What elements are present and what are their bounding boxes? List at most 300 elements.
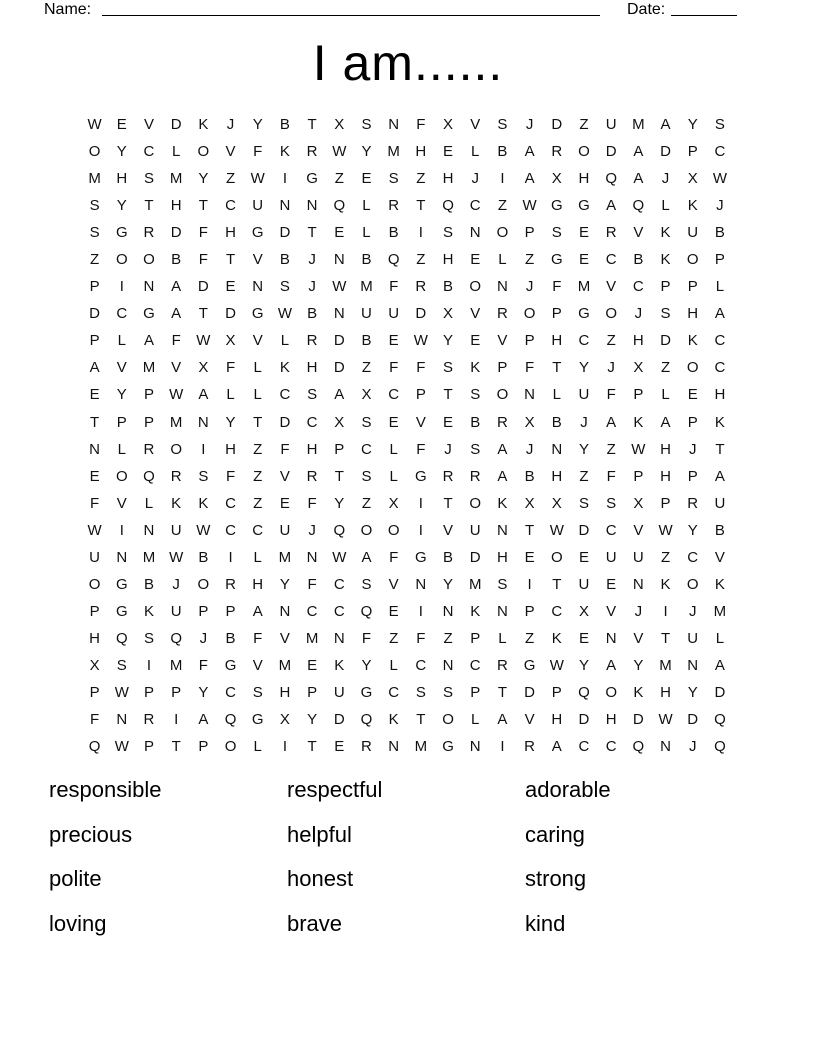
grid-letter: W — [169, 386, 184, 404]
grid-letter: H — [170, 197, 182, 215]
grid-letter: K — [551, 629, 562, 647]
grid-letter: G — [251, 305, 264, 323]
grid-letter: E — [388, 602, 399, 620]
grid-letter: P — [714, 251, 725, 269]
grid-letter: R — [361, 738, 372, 756]
grid-letter: L — [389, 440, 398, 458]
grid-letter: T — [660, 629, 671, 647]
grid-letter: W — [712, 170, 727, 188]
grid-letter: Z — [416, 251, 426, 269]
grid-letter: V — [470, 305, 481, 323]
grid-letter: G — [415, 548, 427, 566]
grid-letter: V — [252, 656, 263, 674]
grid-letter: T — [497, 684, 507, 701]
grid-letter: V — [633, 521, 644, 539]
grid-letter: K — [660, 575, 671, 593]
grid-letter: K — [388, 711, 399, 729]
grid-letter: A — [606, 413, 617, 431]
grid-letter: I — [418, 602, 423, 620]
grid-letter: C — [632, 278, 644, 296]
grid-letter: V — [143, 116, 154, 134]
grid-letter: G — [115, 575, 128, 593]
grid-letter: R — [225, 575, 236, 593]
grid-letter: Y — [361, 143, 372, 161]
grid-letter: U — [605, 116, 617, 134]
grid-letter: E — [443, 413, 454, 431]
grid-letter: P — [198, 738, 209, 756]
grid-letter: W — [87, 521, 102, 539]
grid-letter: Z — [90, 251, 100, 269]
grid-letter: F — [416, 116, 426, 134]
grid-letter: Y — [633, 656, 644, 674]
grid-letter: H — [89, 629, 101, 647]
grid-letter: O — [605, 305, 617, 323]
word-list-item: helpful — [287, 821, 352, 847]
grid-letter: T — [416, 197, 426, 215]
grid-letter: L — [117, 440, 126, 458]
grid-letter: K — [714, 575, 725, 593]
grid-letter: H — [714, 386, 726, 404]
grid-letter: X — [633, 494, 644, 512]
grid-letter: C — [605, 521, 617, 539]
grid-letter: Y — [361, 656, 372, 674]
grid-letter: A — [714, 656, 725, 674]
grid-letter: J — [199, 629, 208, 647]
grid-letter: M — [169, 413, 183, 431]
grid-letter: Q — [714, 711, 726, 729]
grid-letter: W — [114, 684, 129, 701]
grid-letter: U — [605, 548, 617, 566]
grid-letter: C — [333, 575, 345, 593]
grid-letter: F — [253, 143, 263, 161]
grid-letter: S — [307, 386, 318, 404]
grid-letter: A — [714, 305, 725, 323]
grid-letter: F — [225, 467, 236, 485]
grid-letter: L — [362, 197, 371, 215]
grid-letter: J — [688, 440, 697, 458]
grid-letter: L — [498, 629, 507, 647]
grid-letter: F — [606, 386, 616, 404]
grid-letter: Z — [579, 116, 589, 134]
word-list-item: strong — [525, 866, 587, 891]
word-list-item: adorable — [525, 777, 611, 802]
grid-letter: H — [660, 684, 671, 701]
grid-letter: D — [687, 711, 699, 729]
grid-letter: T — [171, 738, 181, 756]
grid-letter: R — [469, 467, 481, 485]
grid-letter: D — [524, 684, 536, 701]
grid-letter: W — [169, 548, 184, 566]
grid-letter: V — [497, 332, 508, 350]
grid-letter: U — [388, 305, 400, 323]
grid-letter: P — [89, 278, 100, 296]
grid-letter: W — [250, 170, 265, 188]
grid-letter: O — [686, 575, 699, 593]
grid-letter: R — [496, 305, 508, 323]
grid-letter: P — [143, 738, 154, 756]
grid-letter: P — [633, 467, 644, 485]
grid-letter: S — [714, 116, 725, 134]
grid-letter: Y — [687, 684, 698, 701]
grid-letter: J — [634, 305, 643, 323]
grid-letter: A — [143, 332, 154, 350]
grid-letter: B — [198, 548, 209, 566]
grid-letter: X — [361, 386, 372, 404]
grid-letter: L — [226, 386, 235, 404]
grid-letter: V — [470, 116, 481, 134]
grid-letter: N — [279, 602, 291, 620]
grid-letter: L — [389, 467, 398, 485]
grid-letter: D — [660, 143, 671, 161]
grid-letter: V — [252, 332, 263, 350]
grid-letter: C — [714, 332, 726, 350]
grid-letter: L — [715, 278, 725, 296]
grid-letter: K — [687, 197, 698, 215]
word-list-column — [49, 775, 162, 953]
grid-letter: Q — [224, 711, 237, 729]
date-blank-line[interactable] — [671, 0, 737, 16]
grid-letter: A — [660, 116, 671, 134]
grid-letter: O — [686, 359, 699, 377]
grid-letter: X — [551, 170, 562, 188]
grid-letter: E — [606, 575, 617, 593]
grid-letter: K — [143, 602, 154, 620]
grid-letter: P — [497, 359, 508, 377]
grid-letter: I — [119, 278, 124, 296]
grid-letter: N — [496, 602, 508, 620]
grid-letter: N — [279, 197, 291, 215]
grid-letter: M — [278, 656, 292, 674]
word-list-item: loving — [49, 910, 107, 936]
grid-letter: Z — [660, 359, 671, 377]
grid-letter: Y — [252, 116, 263, 134]
grid-letter: D — [89, 305, 101, 323]
grid-letter: B — [443, 278, 454, 296]
grid-letter: A — [497, 467, 508, 485]
grid-letter: M — [88, 170, 101, 188]
grid-letter: R — [415, 278, 427, 296]
grid-letter: D — [660, 332, 671, 350]
grid-letter: D — [415, 305, 427, 323]
grid-letter: C — [714, 359, 726, 377]
grid-letter: J — [607, 359, 615, 377]
grid-letter: E — [225, 278, 236, 296]
grid-letter: G — [143, 305, 155, 323]
grid-letter: S — [116, 656, 127, 674]
grid-letter: P — [524, 224, 535, 242]
grid-letter: X — [334, 413, 345, 431]
grid-letter: S — [443, 684, 454, 701]
grid-letter: C — [306, 602, 318, 620]
grid-letter: H — [415, 143, 427, 161]
grid-letter: O — [442, 711, 454, 729]
grid-letter: N — [632, 575, 644, 593]
grid-letter: I — [174, 711, 179, 729]
grid-letter: C — [388, 684, 400, 701]
grid-letter: Z — [579, 467, 589, 485]
grid-letter: F — [198, 251, 208, 269]
grid-letter: M — [278, 548, 292, 566]
grid-letter: J — [308, 251, 316, 269]
grid-letter: P — [89, 602, 100, 620]
grid-letter: K — [279, 143, 290, 161]
grid-letter: T — [334, 467, 344, 485]
grid-letter: R — [496, 656, 508, 674]
grid-letter: Q — [714, 738, 726, 756]
word-list-column — [287, 775, 382, 953]
grid-letter: C — [551, 602, 563, 620]
grid-letter: A — [198, 386, 209, 404]
grid-letter: V — [279, 629, 290, 647]
grid-letter: L — [253, 359, 262, 377]
grid-letter: U — [252, 197, 264, 215]
word-list-item: precious — [49, 821, 133, 847]
grid-letter: Y — [443, 332, 454, 350]
grid-letter: V — [633, 224, 644, 242]
grid-letter: R — [524, 738, 536, 756]
grid-letter: Z — [253, 467, 263, 485]
grid-letter: X — [524, 413, 535, 431]
grid-letter: O — [224, 738, 237, 756]
grid-letter: B — [388, 224, 399, 242]
grid-letter: N — [116, 711, 128, 729]
grid-letter: Q — [333, 197, 346, 215]
grid-letter: N — [442, 656, 454, 674]
grid-letter: Q — [333, 521, 346, 539]
grid-letter: R — [143, 711, 155, 729]
grid-letter: R — [442, 467, 454, 485]
grid-letter: R — [605, 224, 617, 242]
grid-letter: L — [389, 656, 398, 674]
grid-letter: S — [606, 494, 617, 512]
grid-letter: L — [144, 494, 154, 512]
grid-letter: Z — [606, 440, 616, 458]
grid-letter: B — [524, 467, 535, 485]
grid-letter: V — [171, 359, 182, 377]
grid-letter: H — [252, 575, 264, 593]
grid-letter: R — [687, 494, 699, 512]
word-list-item: respectful — [287, 777, 383, 802]
grid-letter: P — [225, 602, 236, 620]
grid-letter: I — [119, 521, 124, 539]
grid-letter: T — [198, 197, 208, 215]
grid-letter: Y — [116, 197, 127, 215]
grid-letter: T — [225, 251, 236, 269]
grid-letter: O — [387, 521, 400, 539]
grid-letter: M — [142, 548, 156, 566]
grid-letter: X — [633, 359, 644, 377]
grid-letter: M — [632, 116, 645, 134]
grid-letter: A — [497, 440, 508, 458]
grid-letter: M — [360, 278, 373, 296]
grid-letter: Y — [279, 575, 290, 593]
grid-letter: E — [334, 738, 345, 756]
grid-letter: L — [280, 332, 290, 350]
grid-letter: B — [225, 629, 236, 647]
grid-letter: W — [87, 116, 102, 134]
grid-letter: S — [361, 116, 372, 134]
grid-letter: P — [524, 602, 535, 620]
grid-letter: H — [551, 711, 563, 729]
grid-letter: I — [201, 440, 206, 458]
grid-letter: E — [334, 224, 345, 242]
grid-letter: V — [116, 359, 127, 377]
name-blank-line[interactable] — [102, 0, 600, 16]
grid-letter: T — [525, 521, 535, 539]
grid-letter: E — [470, 251, 481, 269]
grid-letter: S — [470, 386, 481, 404]
grid-letter: D — [279, 224, 291, 242]
worksheet-header — [0, 0, 816, 24]
grid-letter: M — [169, 656, 183, 674]
grid-letter: C — [361, 440, 372, 458]
grid-letter: E — [578, 224, 589, 242]
grid-letter: Y — [578, 440, 589, 458]
grid-letter: L — [552, 386, 561, 404]
grid-letter: H — [225, 224, 236, 242]
grid-letter: K — [633, 684, 644, 701]
grid-letter: G — [415, 467, 427, 485]
grid-letter: T — [552, 359, 562, 377]
grid-letter: J — [444, 440, 452, 458]
grid-letter: T — [253, 413, 263, 431]
grid-letter: A — [171, 305, 182, 323]
grid-letter: S — [361, 467, 372, 485]
grid-letter: Q — [88, 738, 101, 756]
grid-letter: H — [605, 711, 617, 729]
grid-letter: C — [116, 305, 128, 323]
grid-letter: N — [687, 656, 699, 674]
grid-letter: F — [389, 359, 399, 377]
grid-letter: L — [471, 143, 480, 161]
grid-letter: Y — [687, 521, 698, 539]
grid-letter: X — [225, 332, 236, 350]
grid-letter: F — [361, 629, 372, 647]
grid-letter: P — [470, 684, 481, 701]
grid-letter: Q — [632, 738, 645, 756]
grid-letter: T — [144, 197, 154, 215]
grid-letter: U — [89, 548, 101, 566]
grid-letter: Z — [525, 251, 535, 269]
grid-letter: F — [416, 629, 426, 647]
grid-letter: T — [443, 494, 453, 512]
grid-letter: G — [224, 656, 237, 674]
grid-letter: O — [496, 224, 509, 242]
grid-letter: P — [633, 386, 644, 404]
grid-letter: W — [413, 332, 428, 350]
grid-letter: Y — [116, 143, 127, 161]
grid-letter: N — [388, 738, 400, 756]
grid-letter: P — [171, 684, 182, 701]
grid-letter: O — [197, 575, 210, 593]
grid-letter: Y — [443, 575, 454, 593]
grid-letter: G — [251, 711, 264, 729]
grid-letter: O — [605, 684, 617, 701]
grid-letter: C — [605, 738, 617, 756]
grid-letter: Z — [525, 629, 535, 647]
grid-letter: I — [663, 602, 668, 620]
grid-letter: V — [714, 548, 725, 566]
grid-letter: V — [388, 575, 399, 593]
grid-letter: E — [388, 413, 399, 431]
grid-letter: R — [306, 332, 318, 350]
grid-letter: K — [660, 251, 671, 269]
grid-letter: N — [333, 629, 345, 647]
grid-letter: E — [279, 494, 290, 512]
grid-letter: T — [307, 116, 317, 134]
grid-letter: L — [253, 548, 262, 566]
grid-letter: T — [198, 305, 208, 323]
grid-letter: V — [252, 251, 263, 269]
grid-letter: A — [524, 143, 535, 161]
grid-letter: Z — [497, 197, 507, 215]
grid-letter: E — [388, 332, 399, 350]
grid-letter: F — [307, 575, 317, 593]
grid-letter: V — [443, 521, 454, 539]
grid-letter: Y — [334, 494, 345, 512]
grid-letter: M — [169, 170, 183, 188]
grid-letter: L — [117, 332, 126, 350]
grid-letter: E — [470, 332, 481, 350]
grid-letter: O — [115, 467, 128, 485]
grid-letter: P — [687, 467, 698, 485]
page-title: I am...... — [312, 35, 504, 91]
date-label: Date: — [627, 1, 666, 18]
grid-letter: D — [170, 224, 182, 242]
grid-letter: B — [633, 251, 644, 269]
grid-letter: C — [252, 521, 264, 539]
grid-letter: A — [606, 656, 617, 674]
grid-letter: D — [469, 548, 481, 566]
grid-letter: E — [89, 467, 100, 485]
grid-letter: H — [116, 170, 128, 188]
grid-letter: S — [361, 575, 372, 593]
grid-letter: B — [307, 305, 318, 323]
grid-letter: T — [443, 386, 453, 404]
grid-letter: H — [306, 440, 318, 458]
grid-letter: S — [252, 684, 263, 701]
grid-letter: I — [146, 656, 152, 674]
grid-letter: M — [305, 629, 319, 647]
grid-letter: G — [115, 224, 128, 242]
grid-letter: W — [332, 143, 347, 161]
grid-letter: Z — [361, 494, 372, 512]
grid-letter: A — [714, 467, 725, 485]
grid-letter: N — [252, 278, 264, 296]
grid-letter: X — [578, 602, 589, 620]
grid-letter: C — [714, 143, 726, 161]
grid-letter: L — [171, 143, 181, 161]
grid-letter: I — [418, 224, 423, 242]
grid-letter: C — [306, 413, 318, 431]
grid-letter: D — [551, 116, 563, 134]
grid-letter: A — [89, 359, 100, 377]
grid-letter: N — [333, 251, 345, 269]
grid-letter: Z — [253, 494, 263, 512]
grid-letter: P — [660, 494, 671, 512]
grid-letter: X — [443, 305, 454, 323]
grid-letter: H — [632, 332, 644, 350]
grid-letter: H — [279, 684, 291, 701]
grid-letter: G — [306, 170, 318, 188]
grid-letter: Q — [632, 197, 645, 215]
grid-letter: S — [279, 278, 290, 296]
grid-letter: P — [307, 684, 318, 701]
grid-letter: W — [332, 278, 347, 296]
grid-letter: O — [469, 494, 482, 512]
grid-letter: R — [306, 143, 318, 161]
grid-letter: H — [306, 359, 318, 377]
